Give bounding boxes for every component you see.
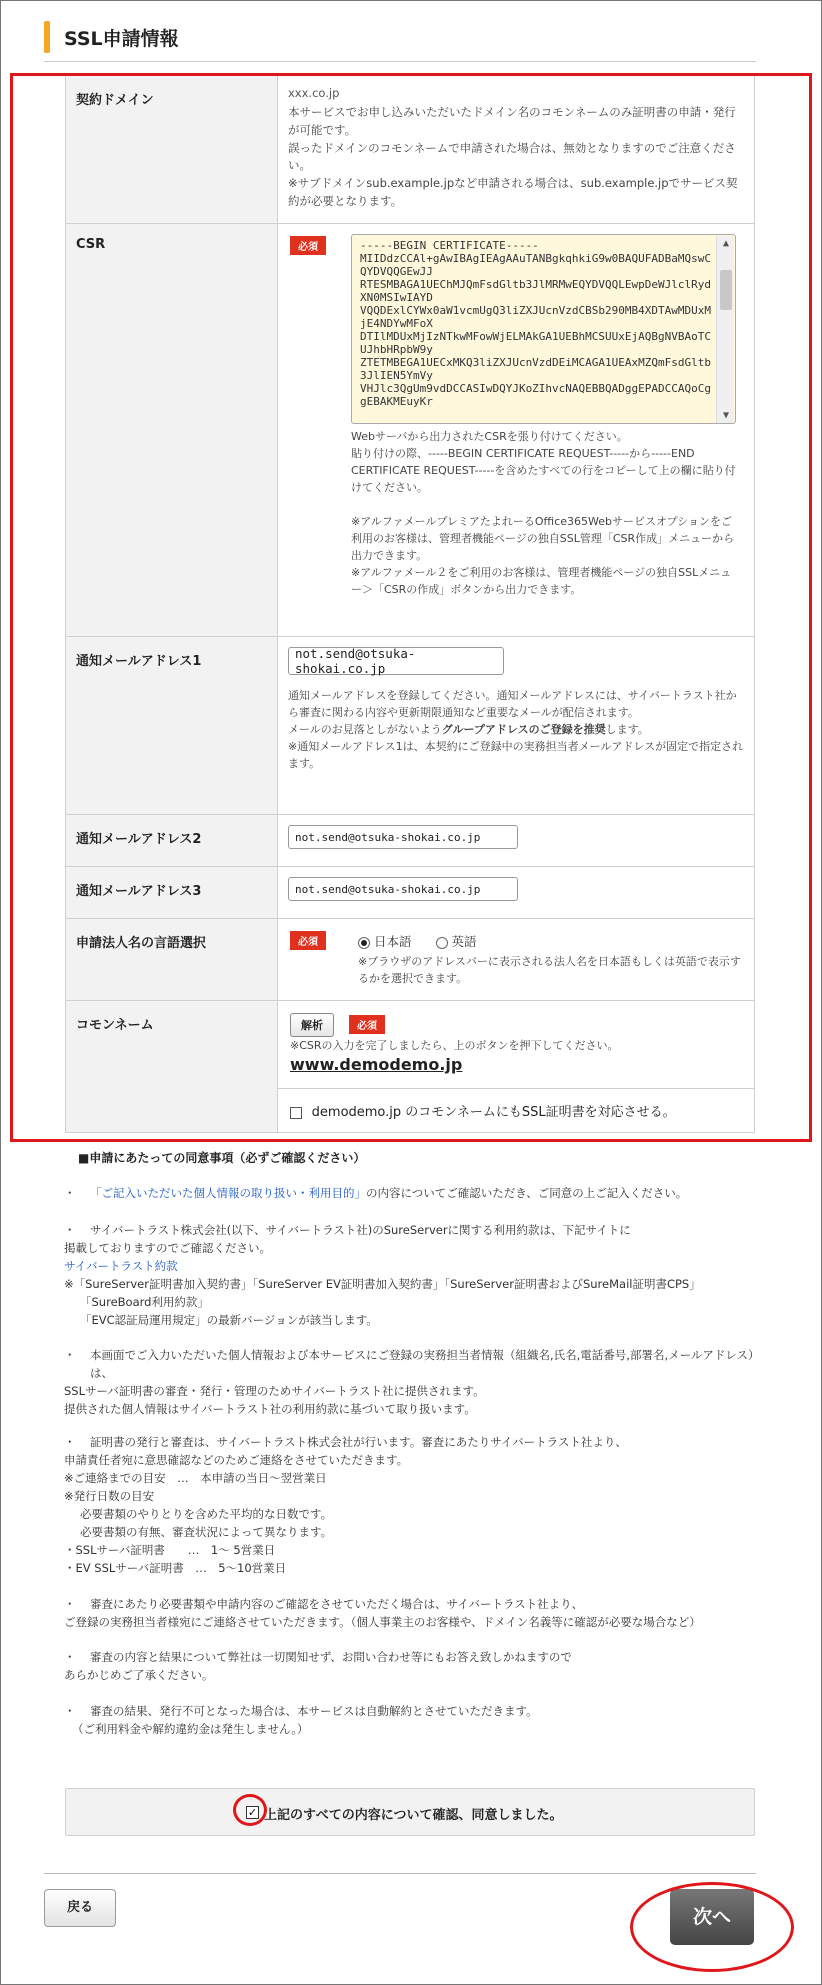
csr-text: -----BEGIN CERTIFICATE----- MIIDdzCCAl+gAwIBAgIEAgAAuTANBgkqhkiG9w0BAQUFADBaMQswCQYDVQQGEwJJ RTESMBAGA1UEChMJQmFsdGltb3JlMRMwEQYDVQQLEwpDeWJlclRydXN0MSIwIAYD VQQDExlCYWx0aW1vcmUgQ3liZXJUcnVzdCBSb290MB4XDTAwMDUxMjE4NDYwMFoX DTIlMDUxMjIzNTkwMFowWjELMAkGA1UEBhMCSUUxEjAQBgNVBAoTCUJhbHRpbW9y ZTETMBEGA1UECxMKQ3liZXJUcnVzdDEiMCAGA1UEAxMZQmFsdGltb3JlIEN5YmVy VHJlc3QgUm9vdDCCASIwDQYJKoZIhvcNAQEBBQADggEPADCCAQoCggEBAKMEuyKr <box>360 239 711 408</box>
common-name-option-cell <box>278 1089 755 1133</box>
agreement-item-6 <box>64 1648 764 1684</box>
row-csr <box>66 224 755 637</box>
domain-note-2: 誤ったドメインのコモンネームで申請された場合は、無効となりますのでご注意ください。 <box>288 140 736 173</box>
email2-label: 通知メールアドレス2 <box>66 815 278 867</box>
radio-english-icon[interactable] <box>436 937 448 949</box>
email1-input[interactable]: not.send@otsuka-shokai.co.jp <box>288 647 504 675</box>
agreement-item-2-line-3: ※「SureServer証明書加入契約書」「SureServer EV証明書加入契約書」「SureServer証明書およびSureMail証明書CPS」 <box>64 1277 701 1291</box>
radio-japanese-label: 日本語 <box>374 934 412 949</box>
agreement-title: ■申請にあたっての同意事項（必ずご確認ください） <box>78 1151 366 1165</box>
agreement-item-2-line-2: 掲載しておりますのでご確認ください。 <box>64 1241 271 1255</box>
email1-note-b1: メールのお見落としがないよう <box>288 723 442 736</box>
agreement-item-2-line-4: 「SureBoard利用約款」 <box>80 1295 209 1309</box>
agreement-item-5-line-2: ご登録の実務担当者様宛にご連絡させていただきます。（個人事業主のお客様や、ドメイン名義等に確認が必要な場合など） <box>64 1615 701 1629</box>
agreement-item-4-line-7: ・SSLサーバ証明書 … 1～ 5営業日 <box>64 1543 276 1557</box>
email1-note-b <box>288 721 744 738</box>
bullet-1: ・ <box>64 1186 76 1200</box>
domain-value: xxx.co.jp <box>288 86 340 100</box>
email1-note-a: 通知メールアドレスを登録してください。通知メールアドレスには、サイバートラスト社から審査に関わる内容や更新期限通知など重要なメールが配信されます。 <box>288 689 737 719</box>
privacy-policy-link[interactable]: 「ご記入いただいた個人情報の取り扱い・利用目的」 <box>90 1186 366 1200</box>
common-name-label: コモンネーム <box>66 1001 278 1133</box>
csr-textarea[interactable] <box>351 234 736 424</box>
agreement-item-4-line-3: ※ご連絡までの目安 … 本申請の当日～翌営業日 <box>64 1471 327 1485</box>
agreement-item-2-body <box>64 1221 764 1239</box>
agreement-item-2-line-5: 「EVC認証局運用規定」の最新バージョンが該当します。 <box>80 1313 378 1327</box>
agreement-item-4-line-1: 証明書の発行と審査は、サイバートラスト株式会社が行います。審査にあたりサイバートラスト社より、 <box>90 1435 627 1449</box>
csr-note-3 <box>351 496 736 513</box>
row-domain <box>66 76 755 224</box>
heading-accent-bar <box>44 21 50 53</box>
email3-cell <box>278 867 755 919</box>
confirm-agreement-label: 上記のすべての内容について確認、同意しました。 <box>264 1808 563 1823</box>
scroll-down-icon[interactable]: ▼ <box>722 410 730 421</box>
language-required-badge: 必須 <box>290 931 326 950</box>
back-button[interactable]: 戻る <box>44 1889 116 1927</box>
agreement-item-1-body <box>64 1184 764 1202</box>
email1-notes <box>288 687 744 772</box>
agreement-item-1 <box>64 1184 764 1202</box>
bullet-7: ・ <box>64 1704 76 1718</box>
email1-note-c: ※通知メールアドレス1は、本契約にご登録中の実務担当者メールアドレスが固定で指定されます。 <box>288 740 744 770</box>
footer-divider <box>44 1873 756 1874</box>
agreement-item-2 <box>64 1221 764 1329</box>
csr-note-5: ※アルファメール２をご利用のお客様は、管理者機能ページの独自SSLメニュー＞「CSRの作成」ボタンから出力できます。 <box>351 566 732 596</box>
agreement-item-4-line-5: 必要書類のやりとりを含めた平均的な日数です。 <box>80 1507 333 1521</box>
language-options <box>358 932 477 950</box>
confirm-agreement-checkbox[interactable]: ✓ <box>247 1806 258 1819</box>
email3-label: 通知メールアドレス3 <box>66 867 278 919</box>
language-label: 申請法人名の言語選択 <box>66 919 278 1001</box>
agreement-item-5 <box>64 1595 764 1631</box>
email1-note-b3: します。 <box>605 723 649 736</box>
agreement-item-7-line-2: （ご利用料金や解約違約金は発生しません。） <box>72 1722 309 1736</box>
csr-required-badge: 必須 <box>290 236 326 255</box>
email1-note-b2: グループアドレスのご登録を推奨 <box>441 723 606 736</box>
row-language <box>66 919 755 1001</box>
scroll-thumb[interactable] <box>720 270 732 310</box>
common-name-required-badge: 必須 <box>349 1015 385 1034</box>
agreement-item-3-line-2: SSLサーバ証明書の審査・発行・管理のためサイバートラスト社に提供されます。 <box>64 1384 485 1398</box>
csr-label: CSR <box>66 224 278 637</box>
email2-cell <box>278 815 755 867</box>
bullet-4: ・ <box>64 1435 76 1449</box>
agreement-item-1-text: の内容についてご確認いただき、ご同意の上ご記入ください。 <box>366 1186 688 1200</box>
agreement-item-4-line-2: 申請責任者宛に意思確認などのためご連絡をさせていただきます。 <box>64 1453 409 1467</box>
agreement-item-5-line-1: 審査にあたり必要書類や申請内容のご確認をさせていただく場合は、サイバートラスト社より、 <box>90 1597 584 1611</box>
csr-note-1: Webサーバから出力されたCSRを張り付けてください。 <box>351 430 628 443</box>
radio-english[interactable] <box>436 934 477 949</box>
agreement-item-7-line-1: 審査の結果、発行不可となった場合は、本サービスは自動解約とさせていただきます。 <box>90 1704 538 1718</box>
apex-domain-checkbox[interactable] <box>290 1107 302 1119</box>
language-note: ※ブラウザのアドレスバーに表示される法人名を日本語もしくは英語で表示するかを選択できます。 <box>358 955 741 985</box>
agreement-item-4 <box>64 1433 764 1577</box>
confirm-agreement-box <box>65 1788 755 1836</box>
csr-notes <box>351 428 736 598</box>
cybertrust-terms-link[interactable]: サイバートラスト約款 <box>64 1259 178 1273</box>
agreement-item-7 <box>64 1702 764 1738</box>
row-email1 <box>66 637 755 815</box>
email2-input[interactable]: not.send@otsuka-shokai.co.jp <box>288 825 518 849</box>
domain-note-3: ※サブドメインsub.example.jpなど申請される場合は、sub.example.jpでサービス契約が必要となります。 <box>288 176 738 209</box>
language-cell <box>278 919 755 1001</box>
agreement-item-6-line-1: 審査の内容と結果について弊社は一切関知せず、お問い合わせ等にもお答え致しかねますので <box>90 1650 572 1664</box>
csr-cell <box>278 224 755 637</box>
analyze-button[interactable]: 解析 <box>290 1013 334 1037</box>
agreement-item-3-line-3: 提供された個人情報はサイバートラスト社の利用約款に基づいて取り扱います。 <box>64 1402 476 1416</box>
row-common-name <box>66 1001 755 1089</box>
agreement-item-4-line-8: ・EV SSLサーバ証明書 … 5～10営業日 <box>64 1561 287 1575</box>
scroll-up-icon[interactable]: ▲ <box>722 238 730 249</box>
csr-note-2: 貼り付けの際、-----BEGIN CERTIFICATE REQUEST-----から-----END CERTIFICATE REQUEST-----を含めたすべての行をコピーして上の欄に貼り付けてください。 <box>351 447 736 494</box>
radio-japanese-icon[interactable] <box>358 937 370 949</box>
section-heading <box>44 18 756 62</box>
agreement-item-2-line-1: サイバートラスト株式会社(以下、サイバートラスト社)のSureServerに関する利用約款は、下記サイトに <box>90 1223 631 1237</box>
csr-scrollbar[interactable] <box>716 236 734 424</box>
agreement-item-6-line-2: あらかじめご了承ください。 <box>64 1668 214 1682</box>
csr-note-4: ※アルファメールプレミアたよれーるOffice365Webサービスオプションをご利用のお客様は、管理者機能ページの独自SSL管理「CSR作成」メニューから出力できます。 <box>351 515 735 562</box>
bullet-3: ・ <box>64 1348 76 1362</box>
domain-note-1: 本サービスでお申し込みいただいたドメイン名のコモンネームのみ証明書の申請・発行が可能です。 <box>288 105 736 137</box>
row-email2 <box>66 815 755 867</box>
email1-label: 通知メールアドレス1 <box>66 637 278 815</box>
row-email3 <box>66 867 755 919</box>
common-name-cell <box>278 1001 755 1089</box>
page-title: SSL申請情報 <box>64 28 179 50</box>
agreement-item-3-line-1: 本画面でご入力いただいた個人情報および本サービスにご登録の実務担当者情報（組織名,氏名,電話番号,部署名,メールアドレス）は、 <box>90 1348 760 1380</box>
agreement-item-4-line-4: ※発行日数の目安 <box>64 1489 155 1503</box>
radio-english-label: 英語 <box>451 934 477 949</box>
agreement-item-3 <box>64 1346 764 1418</box>
domain-cell <box>278 76 755 224</box>
next-button[interactable]: 次へ <box>670 1889 754 1945</box>
common-name-value: www.demodemo.jp <box>290 1055 463 1074</box>
domain-label: 契約ドメイン <box>66 76 278 224</box>
bullet-6: ・ <box>64 1650 76 1664</box>
radio-japanese[interactable] <box>358 934 412 949</box>
common-name-note: ※CSRの入力を完了しましたら、上のボタンを押下してください。 <box>290 1039 619 1052</box>
apex-domain-label: demodemo.jp のコモンネームにもSSL証明書を対応させる。 <box>311 1105 676 1120</box>
ssl-form-table <box>65 75 755 1133</box>
email3-input[interactable]: not.send@otsuka-shokai.co.jp <box>288 877 518 901</box>
bullet-5: ・ <box>64 1597 76 1611</box>
agreement-item-4-line-6: 必要書類の有無、審査状況によって異なります。 <box>80 1525 333 1539</box>
bullet-2: ・ <box>64 1223 76 1237</box>
email1-cell <box>278 637 755 815</box>
apex-domain-option[interactable] <box>290 1105 676 1119</box>
